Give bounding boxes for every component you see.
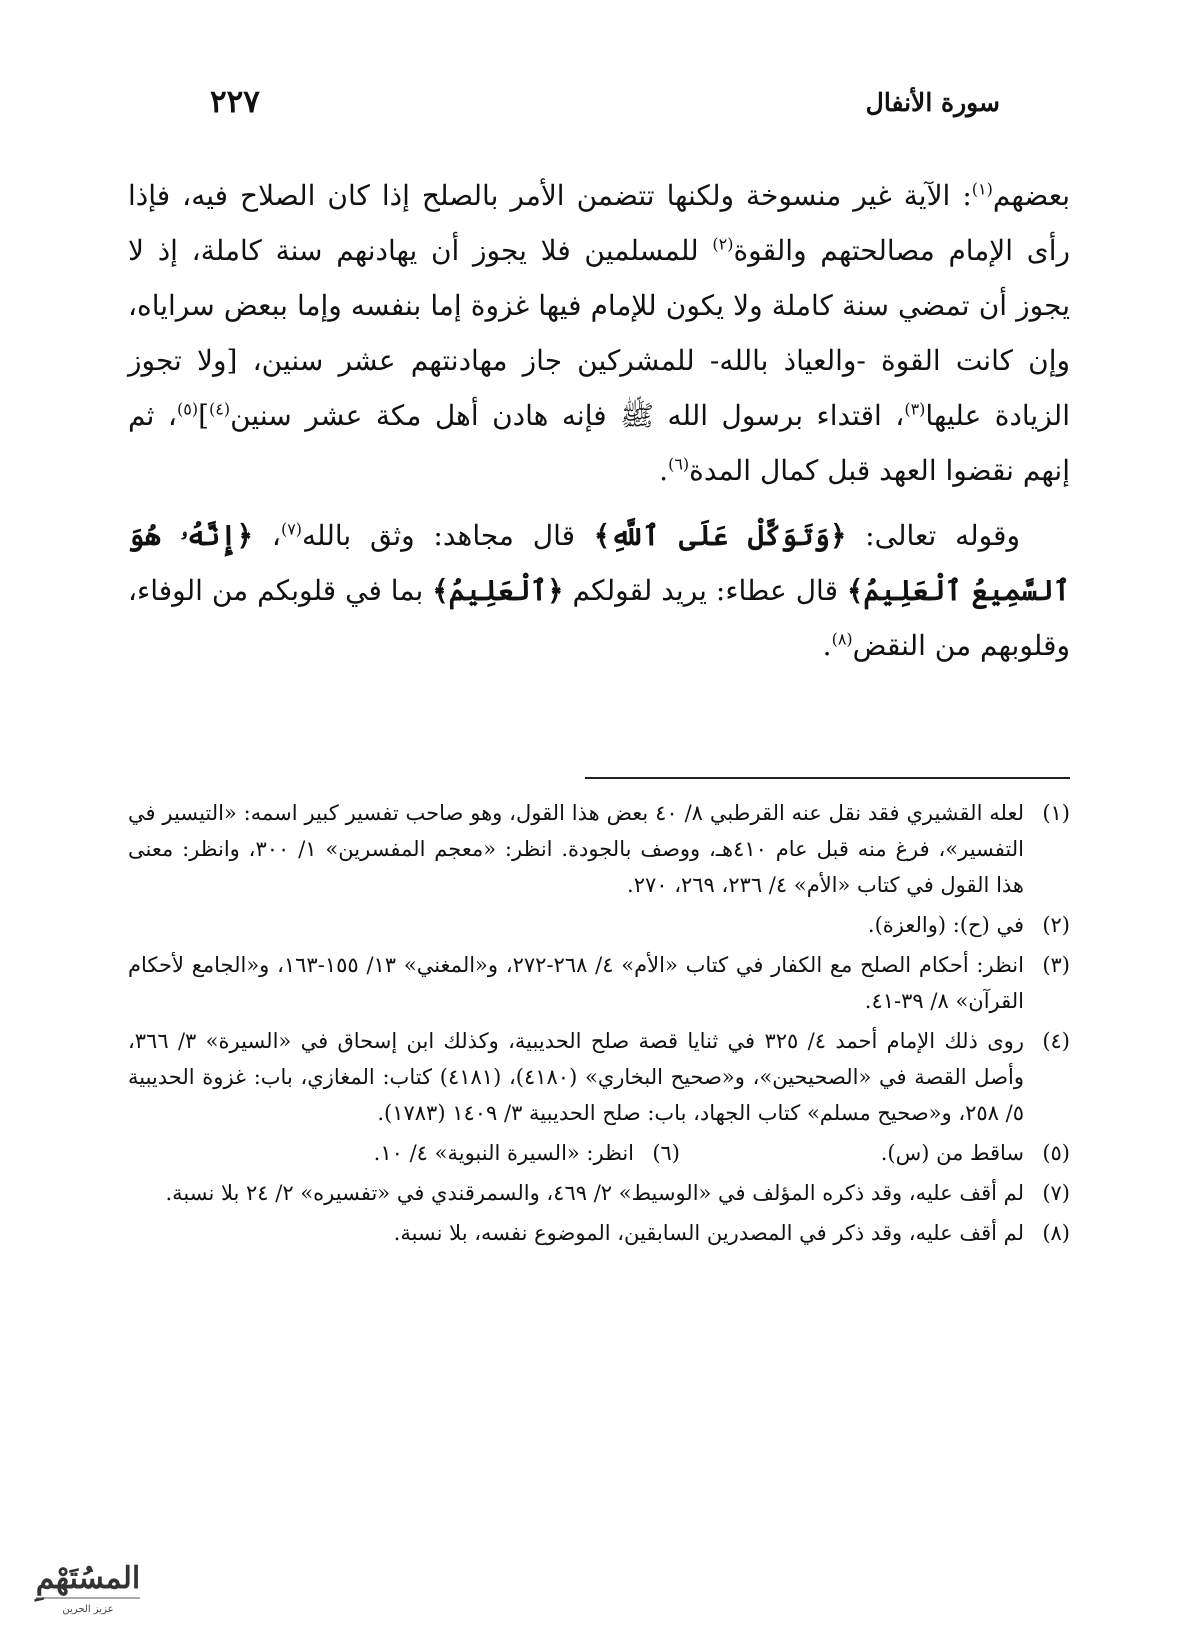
footnote-number: (٤) (1042, 1029, 1070, 1053)
footnote-3 (128, 947, 1070, 1019)
footnote-text: لم أقف عليه، وقد ذكره المؤلف في «الوسيط» ٢/ ٤٦٩، والسمرقندي في «تفسيره» ٢/ ٢٤ بلا نسبة. (165, 1181, 1024, 1205)
quran-verse: ﴿وَتَوَكَّلْ عَلَى ٱللَّهِ﴾ (593, 519, 847, 552)
page-header (210, 84, 1000, 136)
footnote-ref-2: (٢) (712, 234, 734, 254)
text-run: ، (253, 519, 281, 552)
footnote-number: (٧) (1042, 1181, 1070, 1205)
text-run: . (822, 629, 832, 662)
footnote-number: (٥) (1042, 1141, 1070, 1165)
text-run: ] (198, 399, 209, 432)
publisher-logo (18, 1540, 158, 1620)
footnote-7 (128, 1175, 1070, 1211)
quran-verse: ﴿إِنَّهُۥ هُوَ ٱلسَّمِيعُ ٱلْعَلِيمُ﴾ (128, 519, 1071, 607)
footnote-text: في (ح): (والعزة). (867, 913, 1024, 937)
footnote-ref-7: (٧) (280, 519, 303, 539)
footnote-text: انظر: «السيرة النبوية» ٤/ ١٠. (373, 1141, 634, 1165)
logo-main-text: المسُتَهْمِ (35, 1561, 141, 1596)
paragraph-1 (128, 168, 1070, 498)
footnote-divider (585, 777, 1070, 779)
footnote-ref-5: (٥) (176, 399, 199, 419)
running-title: سورة الأنفال (865, 88, 1000, 117)
footnote-ref-1: (١) (971, 179, 993, 199)
text-run: ، ثم إنهم نقضوا العهد قبل كمال المدة (128, 399, 1070, 487)
footnote-6 (374, 1135, 680, 1171)
footnote-ref-4: (٤) (209, 399, 231, 419)
text-run: ، اقتداء برسول الله ﷺ فإنه هادن أهل مكة عشر سنين (230, 399, 905, 432)
footnote-text: ساقط من (س). (880, 1141, 1024, 1165)
footnote-number: (٦) (652, 1141, 680, 1165)
main-text (128, 168, 1070, 673)
text-run: : الآية غير منسوخة ولكنها تتضمن الأمر بالصلح إذا كان الصلاح فيه، فإذا رأى الإمام مصالحتهم والقوة (128, 179, 1070, 267)
footnote-5 (680, 1135, 1070, 1171)
page-number: ٢٢٧ (210, 84, 260, 120)
text-run: قال عطاء: يريد لقولكم (563, 574, 847, 607)
paragraph-2 (128, 508, 1070, 673)
text-run: قال مجاهد: وثق بالله (302, 519, 594, 552)
text-run: بما في قلوبكم من الوفاء، وقلوبهم من النقض (128, 574, 1070, 662)
footnote-4 (128, 1023, 1070, 1131)
footnote-ref-8: (٨) (831, 629, 853, 649)
footnote-text: لم أقف عليه، وقد ذكر في المصدرين السابقين، الموضوع نفسه، بلا نسبة. (393, 1221, 1024, 1245)
quran-verse: ﴿ٱلْعَلِيمُ﴾ (432, 574, 564, 607)
footnote-text: لعله القشيري فقد نقل عنه القرطبي ٨/ ٤٠ بعض هذا القول، وهو صاحب تفسير كبير اسمه: «التيسير في التفسير»، فرغ منه قبل عام ٤١٠هـ، ووصف بالجودة. انظر: «معجم المفسرين» ١/ ٣٠٠، وانظر: معنى هذا القول في كتاب «الأم» ٤/ ٢٣٦، ٢٦٩، ٢٧٠. (128, 801, 1024, 897)
text-run: بعضهم (992, 179, 1070, 212)
footnote-text: انظر: أحكام الصلح مع الكفار في كتاب «الأم» ٤/ ٢٦٨-٢٧٢، و«المغني» ١٣/ ١٥٥-١٦٣، و«الجامع لأحكام القرآن» ٨/ ٣٩-٤١. (128, 953, 1024, 1013)
footnote-number: (١) (1042, 801, 1070, 825)
text-run: للمسلمين فلا يجوز أن يهادنهم سنة كاملة، إذ لا يجوز أن تمضي سنة كاملة ولا يكون للإمام فيها غزوة إما بنفسه وإما ببعض سراياه، وإن كانت القوة -والعياذ بالله- للمشركين جاز مهادنتهم عشر سنين، [ولا تجوز الزيادة عليها (128, 234, 1070, 432)
logo-sub-text: عزيز الحرين (62, 1604, 114, 1615)
footnote-number: (٣) (1042, 953, 1070, 977)
footnote-text: روى ذلك الإمام أحمد ٤/ ٣٢٥ في ثنايا قصة صلح الحديبية، وكذلك ابن إسحاق في «السيرة» ٣/ ٣٦٦، وأصل القصة في «الصحيحين»، و«صحيح البخاري» (٤١٨٠)، (٤١٨١) كتاب: المغازي، باب: غزوة الحديبية ٥/ ٢٥٨، و«صحيح مسلم» كتاب الجهاد، باب: صلح الحديبية ٣/ ١٤٠٩ (١٧٨٣). (128, 1029, 1024, 1125)
footnote-8 (128, 1215, 1070, 1251)
footnote-ref-6: (٦) (668, 454, 690, 474)
footnote-1 (128, 795, 1070, 903)
footnote-ref-3: (٣) (904, 399, 926, 419)
text-run: وقوله تعالى: (846, 519, 1021, 552)
footnote-number: (٨) (1042, 1221, 1070, 1245)
footnote-pair (128, 1135, 1070, 1171)
footnote-number: (٢) (1042, 913, 1070, 937)
footnotes (128, 795, 1070, 1255)
text-run: . (659, 454, 669, 487)
footnote-2 (128, 907, 1070, 943)
